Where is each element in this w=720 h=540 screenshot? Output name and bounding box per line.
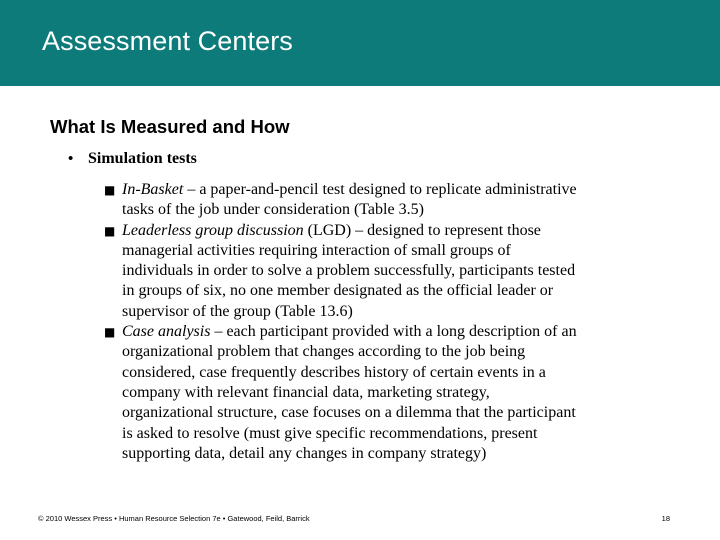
footer-copyright: © 2010 Wessex Press • Human Resource Selection 7e • Gatewood, Feild, Barrick [38,514,310,523]
square-bullet-icon: ■ [104,223,116,238]
square-bullet-icon: ■ [104,325,116,340]
page-number: 18 [661,514,670,523]
header-bar [0,0,720,86]
item-text: (LGD) – designed to represent those [303,221,541,239]
item-text: – a paper-and-pencil test designed to replicate administrative [183,181,577,198]
item-line: managerial activities requiring interaction of small groups of [122,241,511,259]
item-line [122,322,684,342]
slide-title: Assessment Centers [42,26,293,56]
item-line: supporting data, detail any changes in company strategy) [122,444,487,462]
item-line: organizational structure, case focuses on a dilemma that the participant [122,404,576,422]
list-item [104,180,684,221]
item-line: is asked to resolve (must give specific recommendations, present [122,424,538,442]
item-line: company with relevant financial data, marketing strategy, [122,383,490,401]
list-item [104,322,684,464]
item-text: – each participant provided with a long description of an [210,323,577,341]
section-subtitle: What Is Measured and How [50,116,290,137]
item-term: Leaderless group discussion [122,221,304,239]
square-bullet-icon: ■ [104,183,116,197]
item-term: Case analysis [122,323,211,341]
item-line: individuals in order to solve a problem successfully, participants tested [122,262,576,280]
item-term: In-Basket [122,181,184,198]
bullet-dot-icon: • [68,150,74,167]
main-bullet-text: Simulation tests [88,150,197,167]
sub-bullet-list [104,180,684,464]
list-item [104,221,684,322]
item-line: supervisor of the group (Table 13.6) [122,302,353,320]
item-line [122,221,684,241]
item-line [122,180,684,200]
item-line: organizational problem that changes according to the job being [122,343,526,361]
item-line: tasks of the job under consideration (Table 3.5) [122,201,424,219]
item-line: considered, case frequently describes history of certain events in a [122,363,546,381]
item-line: in groups of six, no one member designated as the official leader or [122,282,554,300]
